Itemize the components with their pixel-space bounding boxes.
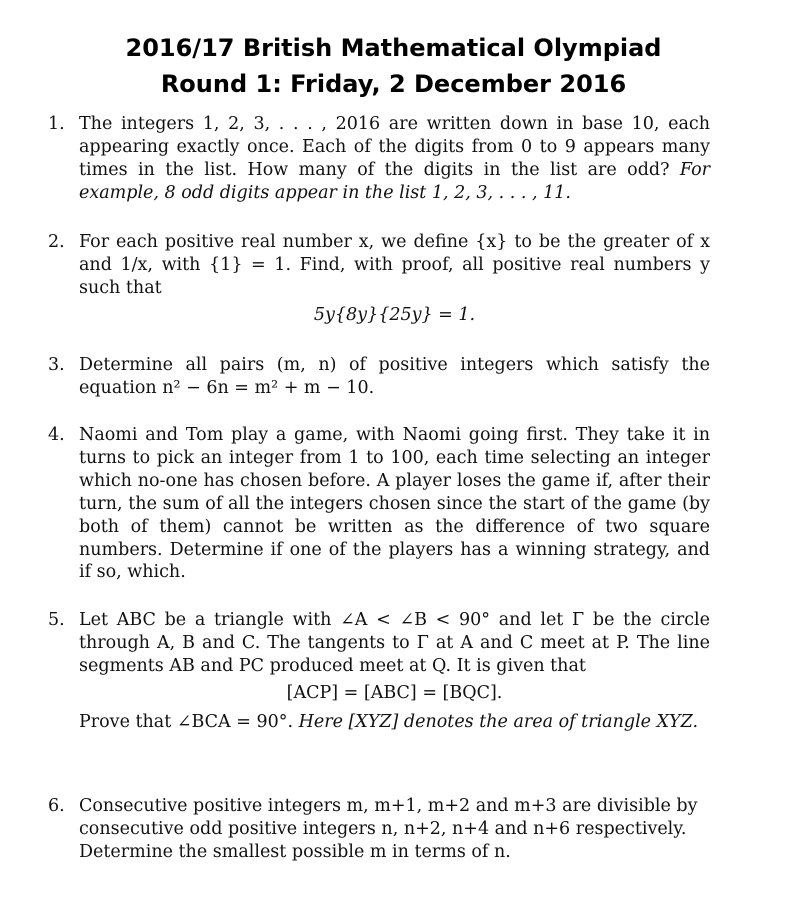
problem-number: 5. <box>48 610 65 630</box>
problem-2 <box>48 231 710 354</box>
problem-3 <box>48 354 710 424</box>
problem-1 <box>48 113 710 231</box>
problem-number: 3. <box>48 355 65 375</box>
problem-4 <box>48 424 710 609</box>
problem-text <box>79 795 710 864</box>
problem-statement: Consecutive positive integers m, m+1, m+2 and m+3 are divisible by consecutive odd positive integers n, n+2, n+4 and n+6 respectively. Determine the smallest possible m in terms of n. <box>79 796 698 862</box>
problem-equation: [ACP] = [ABC] = [BQC]. <box>286 682 503 703</box>
problem-statement: Determine all pairs (m, n) of positive integers which satisfy the equation n² − 6n = m² + m − 10. <box>79 355 710 398</box>
problem-text <box>79 354 710 400</box>
problem-number: 6. <box>48 796 65 816</box>
problem-conclusion: Prove that ∠BCA = 90°. <box>79 711 294 732</box>
problem-statement: Let ABC be a triangle with ∠A < ∠B < 90° and let Γ be the circle through A, B and C. The tangents to Γ at A and C meet at P. The line segments AB and PC produced meet at Q. It is given that <box>79 610 710 676</box>
problem-statement: The integers 1, 2, 3, . . . , 2016 are written down in base 10, each appearing exactly once. Each of the digits from 0 to 9 appears many times in the list. How many of the digits in the list are odd? <box>79 114 710 180</box>
problem-text <box>79 424 710 584</box>
problem-5 <box>48 609 710 795</box>
problem-text-continued <box>79 711 710 734</box>
problem-text <box>79 609 710 678</box>
problem-example: For example, 8 odd digits appear in the list 1, 2, 3, . . . , 11. <box>79 159 710 203</box>
problem-number: 4. <box>48 425 65 445</box>
problem-number: 1. <box>48 114 65 134</box>
problem-text <box>79 231 710 300</box>
problem-equation: 5y{8y}{25y} = 1. <box>313 304 476 325</box>
problem-statement: Naomi and Tom play a game, with Naomi going first. They take it in turns to pick an integer from 1 to 100, each time selecting an integer which no-one has chosen before. A player loses the game if, after their turn, the sum of all the integers chosen since the start of the game (by both of them) cannot be written as the difference of two square numbers. Determine if one of the players has a winning strategy, and if so, which. <box>79 425 710 583</box>
round-subtitle: Round 1: Friday, 2 December 2016 <box>160 70 627 98</box>
problem-6 <box>48 795 710 864</box>
problem-number: 2. <box>48 232 65 252</box>
document-header <box>0 30 787 102</box>
problem-list <box>48 113 710 864</box>
problem-text <box>79 113 710 205</box>
document-title: 2016/17 British Mathematical Olympiad <box>125 34 662 62</box>
problem-statement: For each positive real number x, we define {x} to be the greater of x and 1/x, with {1} = 1. Find, with proof, all positive real numbers y such that <box>79 232 710 298</box>
problem-note: Here [XYZ] denotes the area of triangle XYZ. <box>298 711 699 732</box>
